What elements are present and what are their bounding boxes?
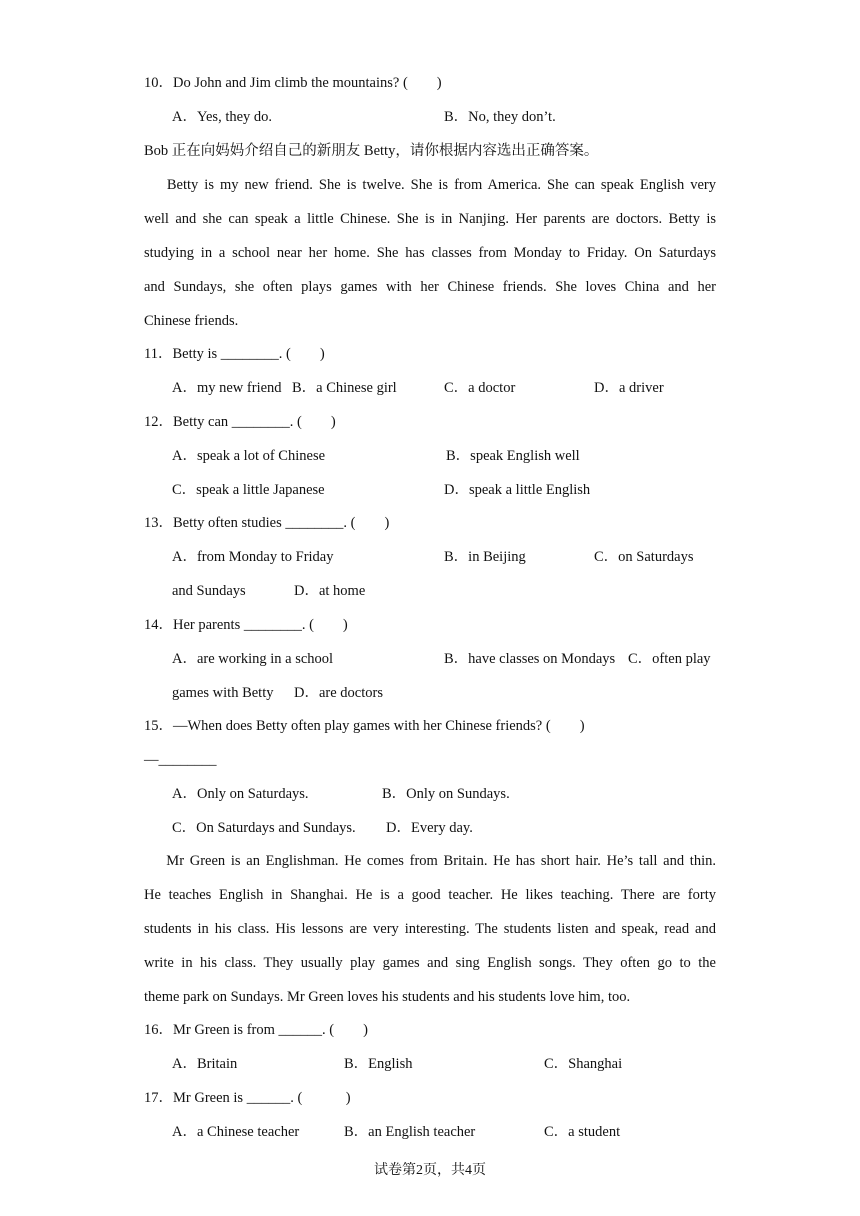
passage-2-line: write in his class. They usually play games and sing English songs. They often go to the <box>144 955 716 971</box>
option-17-c: C．a student <box>544 1124 621 1140</box>
option-11-a: A．my new friend <box>172 380 282 396</box>
option-10-b: B．No, they don’t. <box>444 109 556 125</box>
option-15-d: D．Every day. <box>386 820 473 836</box>
question-11: 11．Betty is ________. ( ) <box>144 346 325 362</box>
passage-1-line: well and she can speak a little Chinese. She is in Nanjing. Her parents are doctors. Betty is <box>144 211 716 227</box>
answer-blank-15: —________ <box>144 752 217 768</box>
option-11-b: B．a Chinese girl <box>292 380 397 396</box>
option-17-a: A．a Chinese teacher <box>172 1124 300 1140</box>
option-17-b: B．an English teacher <box>344 1124 476 1140</box>
option-13-b: B．in Beijing <box>444 549 526 565</box>
question-12: 12．Betty can ________. ( ) <box>144 414 336 430</box>
section-instruction: Bob 正在向妈妈介绍自己的新朋友 Betty，请你根据内容选出正确答案。 <box>144 143 599 159</box>
option-16-a: A．Britain <box>172 1056 238 1072</box>
question-17: 17．Mr Green is ______. ( ) <box>144 1090 351 1106</box>
option-12-d: D．speak a little English <box>444 482 591 498</box>
option-11-c: C．a doctor <box>444 380 516 396</box>
option-15-c: C．On Saturdays and Sundays. <box>172 820 356 836</box>
option-14-d: D．are doctors <box>294 685 383 701</box>
passage-1-line: and Sundays, she often plays games with her Chinese friends. She loves China and her <box>144 279 716 295</box>
passage-2-line: Mr Green is an Englishman. He comes from Britain. He has short hair. He’s tall and thin. <box>144 853 716 869</box>
option-14-b: B．have classes on Mondays <box>444 651 616 667</box>
option-14-c-continued: games with Betty <box>172 685 274 701</box>
passage-2-line: theme park on Sundays. Mr Green loves his students and his students love him, too. <box>144 989 631 1005</box>
question-15: 15．—When does Betty often play games with her Chinese friends? ( ) <box>144 718 585 734</box>
option-12-b: B．speak English well <box>446 448 580 464</box>
option-14-a: A．are working in a school <box>172 651 334 667</box>
option-13-c: C．on Saturdays <box>594 549 694 565</box>
passage-1-line: Chinese friends. <box>144 313 239 329</box>
question-10: 10．Do John and Jim climb the mountains? ( ) <box>144 75 442 91</box>
option-13-c-continued: and Sundays <box>172 583 246 599</box>
option-12-c: C．speak a little Japanese <box>172 482 325 498</box>
option-11-d: D．a driver <box>594 380 664 396</box>
option-15-b: B．Only on Sundays. <box>382 786 510 802</box>
passage-2-line: He teaches English in Shanghai. He is a good teacher. He likes teaching. There are forty <box>144 887 716 903</box>
question-13: 13．Betty often studies ________. ( ) <box>144 515 390 531</box>
option-10-a: A．Yes, they do. <box>172 109 273 125</box>
passage-2-line: students in his class. His lessons are very interesting. The students listen and speak, read and <box>144 921 716 937</box>
option-12-a: A．speak a lot of Chinese <box>172 448 326 464</box>
option-16-c: C．Shanghai <box>544 1056 623 1072</box>
question-14: 14．Her parents ________. ( ) <box>144 617 348 633</box>
passage-1-line: studying in a school near her home. She has classes from Monday to Friday. On Saturdays <box>144 245 716 261</box>
option-13-d: D．at home <box>294 583 366 599</box>
option-16-b: B．English <box>344 1056 413 1072</box>
option-15-a: A．Only on Saturdays. <box>172 786 309 802</box>
passage-1-line: Betty is my new friend. She is twelve. She is from America. She can speak English very <box>144 177 716 193</box>
option-13-a: A．from Monday to Friday <box>172 549 334 565</box>
question-16: 16．Mr Green is from ______. ( ) <box>144 1022 368 1038</box>
option-14-c: C．often play <box>628 651 711 667</box>
page-footer: 试卷第2页，共4页 <box>374 1163 486 1178</box>
